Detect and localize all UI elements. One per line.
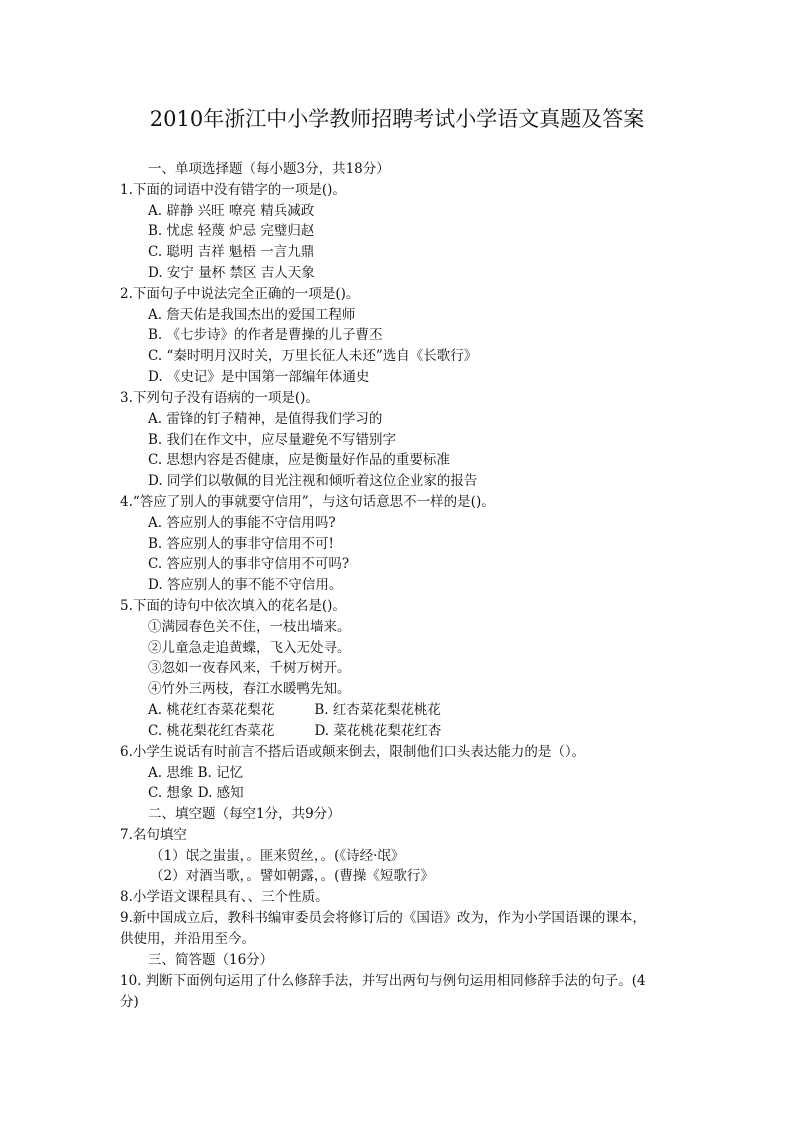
question-5-option-d: D. 菜花桃花梨花红杏 <box>314 723 442 739</box>
question-5-option-b: B. 红杏菜花梨花桃花 <box>314 702 441 718</box>
question-5-option-c: C. 桃花梨花红杏菜花 <box>148 723 275 739</box>
question-9-line-1: 9.新中国成立后，教科书编审委员会将修订后的《国语》改为，作为小学国语课的课本， <box>120 910 646 926</box>
question-4-option-c: C. 答应别人的事非守信用不可吗? <box>148 556 350 572</box>
question-6-options-row-1: A. 思维 B. 记忆 <box>148 765 244 781</box>
question-5-verse-1: ①满园春色关不住，一枝出墙来。 <box>148 619 351 635</box>
question-4-option-d: D. 答应别人的事不能不守信用。 <box>148 577 343 593</box>
question-10-line-1: 10. 判断下面例句运用了什么修辞手法，并写出两句与例句运用相同修辞手法的句子。(4 <box>120 973 646 989</box>
question-5-verse-4: ④竹外三两枝，春江水暖鸭先知。 <box>148 681 351 697</box>
question-1-option-c: C. 聪明 吉祥 魁梧 一言九鼎 <box>148 244 315 260</box>
question-2-option-b: B. 《七步诗》的作者是曹操的儿子曹丕 <box>148 327 383 343</box>
question-4-option-a: A. 答应别人的事能不守信用吗? <box>148 515 336 531</box>
question-3-option-a: A. 雷锋的钉子精神，是值得我们学习的 <box>148 411 383 427</box>
question-5-stem: 5.下面的诗句中依次填入的花名是()。 <box>120 598 346 614</box>
question-1-option-d: D. 安宁 量杯 禁区 吉人天象 <box>148 265 315 281</box>
question-8: 8.小学语文课程具有、、三个性质。 <box>120 889 329 905</box>
question-2-stem: 2.下面句子中说法完全正确的一项是()。 <box>120 286 360 302</box>
question-7-item-2: （2）对酒当歌，。譬如朝露，。(曹操《短歌行》 <box>150 868 434 884</box>
question-1-stem: 1.下面的词语中没有错字的一项是()。 <box>120 182 346 198</box>
question-4-option-b: B. 答应别人的事非守信用不可! <box>148 536 334 552</box>
question-2-option-c: C. “秦时明月汉时关，万里长征人未还”选自《长歌行》 <box>148 348 478 364</box>
question-3-option-b: B. 我们在作文中，应尽量避免不写错别字 <box>148 432 397 448</box>
section-heading-short-answer: 三、简答题（16分） <box>148 952 274 968</box>
question-5-options-row-1 <box>148 700 676 720</box>
section-heading-choice: 一、单项选择题（每小题3分，共18分） <box>148 161 390 177</box>
question-1-option-b: B. 忧虑 轻蔑 炉忌 完璧归赵 <box>148 223 315 239</box>
question-5-options-row-2 <box>148 721 676 741</box>
question-1-option-a: A. 辟静 兴旺 嘹亮 精兵减政 <box>148 203 315 219</box>
question-5-verse-2: ②儿童急走追黄蝶，飞入无处寻。 <box>148 640 351 656</box>
section-heading-fill: 二、填空题（每空1分，共9分） <box>148 806 341 822</box>
question-3-option-c: C. 思想内容是否健康，应是衡量好作品的重要标准 <box>148 452 450 468</box>
question-9-line-2: 供使用，并沿用至今。 <box>120 931 255 947</box>
question-5-option-a: A. 桃花红杏菜花梨花 <box>148 702 275 718</box>
question-7-stem: 7.名句填空 <box>120 827 187 843</box>
question-2-option-d: D. 《史记》是中国第一部编年体通史 <box>148 369 370 385</box>
question-10-line-2: 分) <box>120 994 139 1010</box>
document-title: 2010年浙江中小学教师招聘考试小学语文真题及答案 <box>149 107 645 131</box>
question-4-stem: 4.“答应了别人的事就要守信用”，与这句话意思不一样的是()。 <box>120 494 495 510</box>
question-6-options-row-2: C. 想象 D. 感知 <box>148 785 244 801</box>
question-3-stem: 3.下列句子没有语病的一项是()。 <box>120 390 319 406</box>
question-7-item-1: （1）氓之蚩蚩，。匪来贸丝，。(《诗经·氓》 <box>150 848 405 864</box>
question-2-option-a: A. 詹天佑是我国杰出的爱国工程师 <box>148 307 356 323</box>
question-6-stem: 6.小学生说话有时前言不搭后语或颠来倒去，限制他们口头表达能力的是（）。 <box>120 744 586 760</box>
question-5-verse-3: ③忽如一夜春风来，千树万树开。 <box>148 660 351 676</box>
question-3-option-d: D. 同学们以敬佩的目光注视和倾听着这位企业家的报告 <box>148 473 478 489</box>
